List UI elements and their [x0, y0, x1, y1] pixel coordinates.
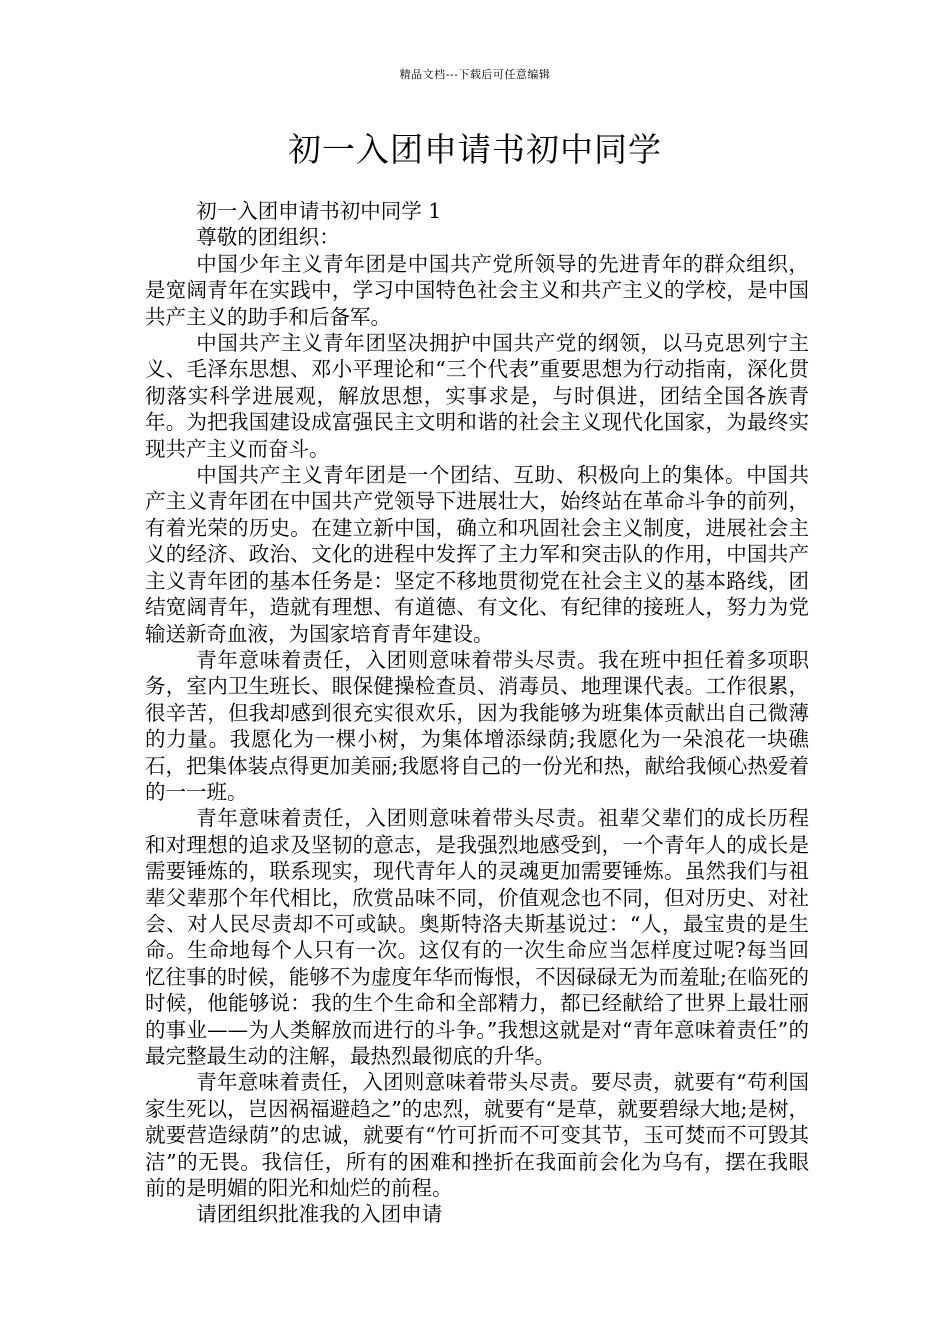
paragraph: 青年意味着责任，入团则意味着带头尽责。我在班中担任着多项职务，室内卫生班长、眼保健操检查员、消毒员、地理课代表。工作很累，很辛苦，但我却感到很充实很欢乐，因为我能够为班集体贡献出自己微薄的力量。我愿化为一棵小树，为集体增添绿荫;我愿化为一朵浪花一块礁石，把集体装点得更加美丽;我愿将自己的一份光和热，献给我倾心热爱着的一一班。	[145, 647, 809, 804]
paragraph: 中国共产主义青年团坚决拥护中国共产党的纲领，以马克思列宁主义、毛泽东思想、邓小平理论和“三个代表”重要思想为行动指南，深化贯彻落实科学进展观，解放思想，实事求是，与时俱进，团结全国各族青年。为把我国建设成富强民主文明和谐的社会主义现代化国家，为最终实现共产主义而奋斗。	[145, 331, 809, 461]
paragraph: 青年意味着责任，入团则意味着带头尽责。要尽责，就要有“苟利国家生死以，岂因祸福避趋之”的忠烈，就要有“是草，就要碧绿大地;是树，就要营造绿荫”的忠诚，就要有“竹可折而不可变其节，玉可焚而不可毁其洁”的无畏。我信任，所有的困难和挫折在我面前会化为乌有，摆在我眼前的是明媚的阳光和灿烂的前程。	[145, 1070, 809, 1201]
closing-line: 请团组织批准我的入团申请	[196, 1202, 443, 1227]
paragraph: 中国少年主义青年团是中国共产党所领导的先进青年的群众组织，是宽阔青年在实践中，学习中国特色社会主义和共产主义的学校，是中国共产主义的助手和后备军。	[145, 251, 809, 329]
paragraph: 中国共产主义青年团是一个团结、互助、积极向上的集体。中国共产主义青年团在中国共产党领导下进展壮大，始终站在革命斗争的前列，有着光荣的历史。在建立新中国，确立和巩固社会主义制度，进展社会主义的经济、政治、文化的进程中发挥了主力军和突击队的作用，中国共产主义青年团的基本任务是：坚定不移地贯彻党在社会主义的基本路线，团结宽阔青年，造就有理想、有道德、有文化、有纪律的接班人，努力为党输送新奇血液，为国家培育青年建设。	[145, 463, 809, 646]
paragraph: 青年意味着责任，入团则意味着带头尽责。祖辈父辈们的成长历程和对理想的追求及坚韧的意志，是我强烈地感受到，一个青年人的成长是需要锤炼的，联系现实，现代青年人的灵魂更加需要锤炼。虽然我们与祖辈父辈那个年代相比，欣赏品味不同，价值观念也不同，但对历史、对社会、对人民尽责却不可或缺。奥斯特洛夫斯基说过：“人，最宝贵的是生命。生命地每个人只有一次。这仅有的一次生命应当怎样度过呢?每当回忆往事的时候，能够不为虚度年华而悔恨，不因碌碌无为而羞耻;在临死的时候，他能够说：我的生个生命和全部精力，都已经献给了世界上最壮丽的事业——为人类解放而进行的斗争。”我想这就是对“青年意味着责任”的最完整最生动的注解，最热烈最彻底的升华。	[145, 806, 809, 1068]
document-title: 初一入团申请书初中同学	[288, 130, 662, 169]
document-body	[145, 198, 809, 1228]
page-header: 精品文档---下载后可任意编辑	[399, 68, 551, 81]
subtitle-line: 初一入团申请书初中同学 1	[196, 199, 442, 223]
salutation: 尊敬的团组织：	[196, 225, 340, 250]
